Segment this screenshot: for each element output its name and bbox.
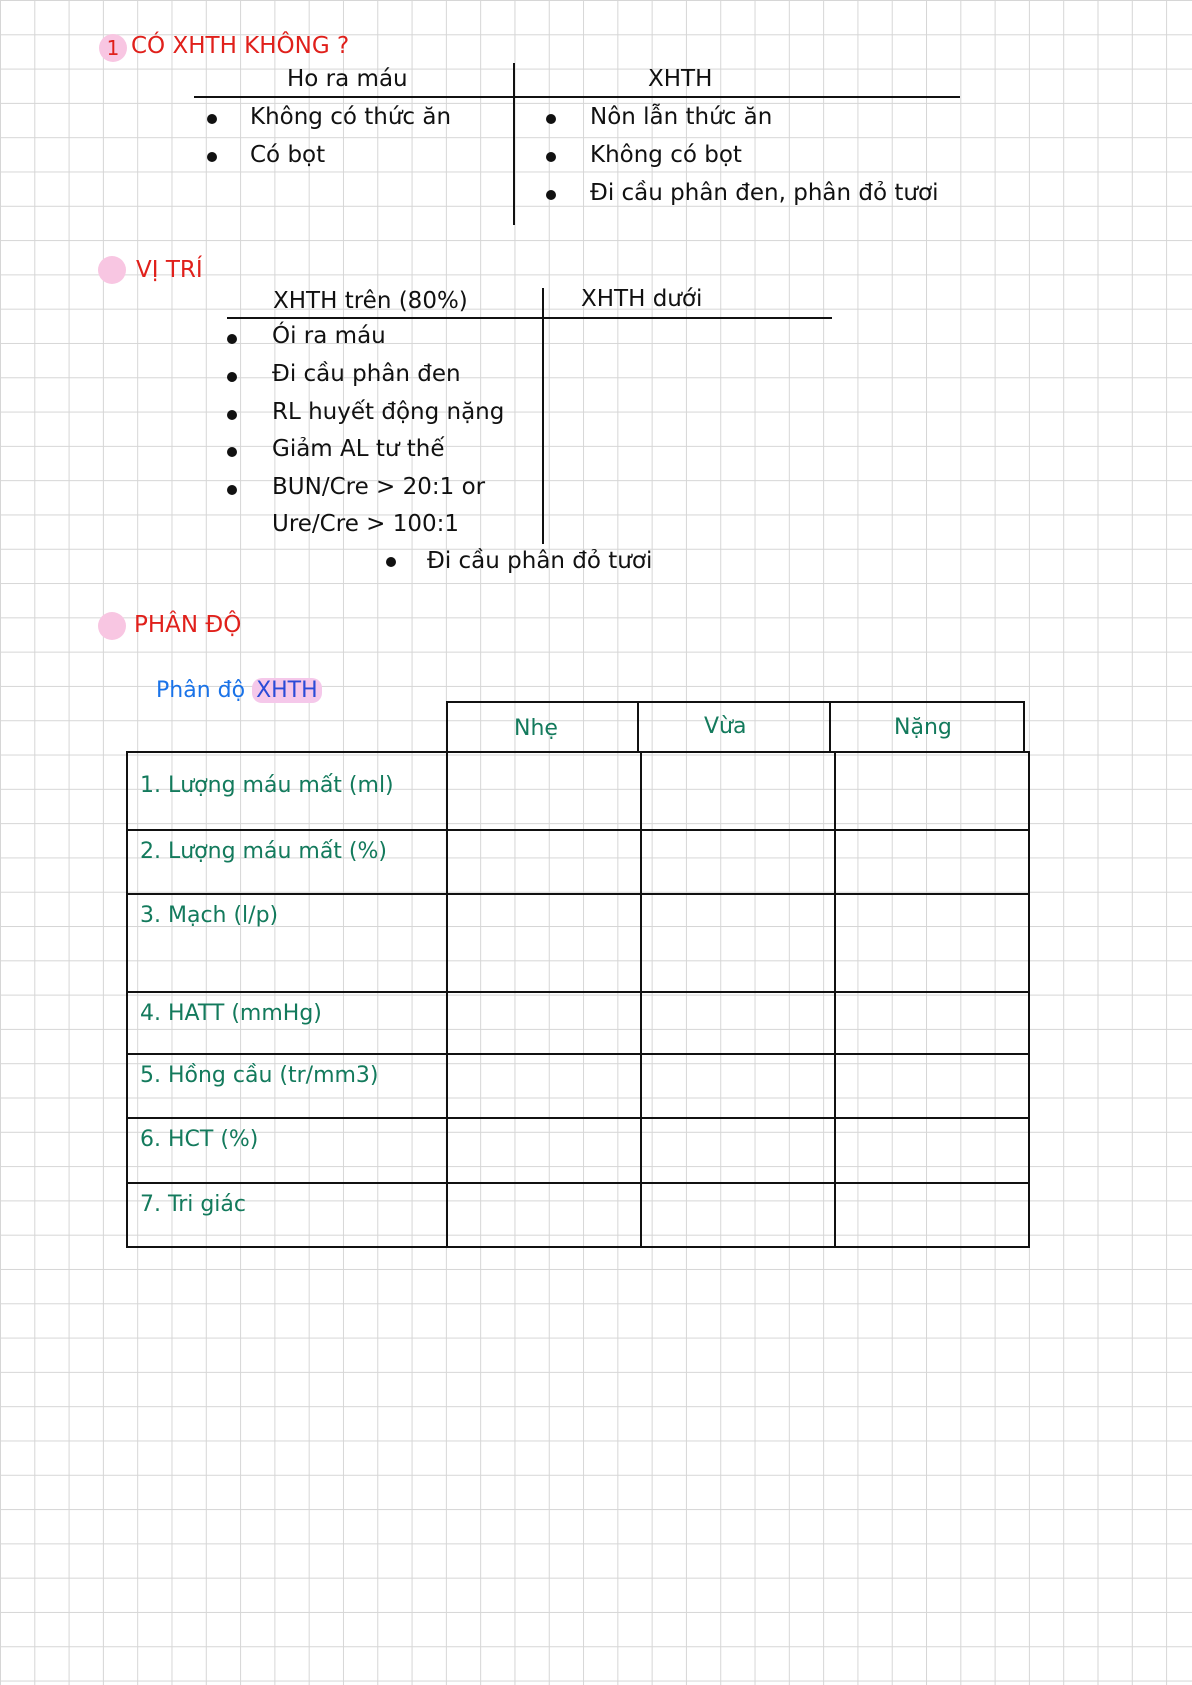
- table-row: [127, 1054, 1029, 1118]
- section2-right-item: Đi cầu phân đỏ tươi: [427, 548, 653, 574]
- column-header-nhe: Nhẹ: [514, 716, 558, 741]
- table-row: [127, 1118, 1029, 1183]
- cell-nhe: [447, 1118, 641, 1183]
- column-header-nang: Nặng: [894, 715, 952, 740]
- section1-divider: [513, 63, 515, 225]
- row-label: 7. Tri giác: [127, 1183, 447, 1247]
- section1-right-header: XHTH: [648, 66, 713, 92]
- row-label: 5. Hồng cầu (tr/mm3): [127, 1054, 447, 1118]
- section2-left-item: Giảm AL tư thế: [272, 436, 445, 462]
- section2-left-item: Ói ra máu: [272, 323, 386, 349]
- section2-left-item: RL huyết động nặng: [272, 399, 505, 425]
- row-label: 6. HCT (%): [127, 1118, 447, 1183]
- cell-vua: [641, 1054, 835, 1118]
- section1-right-item: Không có bọt: [590, 142, 742, 168]
- section2-left-item: Đi cầu phân đen: [272, 361, 461, 387]
- column-header-vua: Vừa: [704, 714, 747, 739]
- cell-vua: [641, 894, 835, 992]
- cell-nang: [835, 830, 1029, 894]
- row-label: 3. Mạch (l/p): [127, 894, 447, 992]
- bullet: [546, 152, 556, 162]
- section1-title: CÓ XHTH KHÔNG ?: [131, 33, 350, 59]
- section2-divider: [542, 288, 544, 544]
- cell-vua: [641, 752, 835, 830]
- bullet: [386, 557, 396, 567]
- cell-vua: [641, 830, 835, 894]
- bullet: [227, 372, 237, 382]
- section2-left-header: XHTH trên (80%): [273, 288, 468, 314]
- grading-table: [126, 751, 1030, 1248]
- section3-title: PHÂN ĐỘ: [134, 612, 242, 638]
- table-row: [127, 992, 1029, 1054]
- section2-left-continuation: Ure/Cre > 100:1: [272, 511, 460, 537]
- cell-nhe: [447, 830, 641, 894]
- bullet: [207, 114, 217, 124]
- section-marker-dot: [98, 612, 126, 640]
- cell-nhe: [447, 992, 641, 1054]
- section2-header-rule-left: [227, 317, 544, 319]
- table-caption: [156, 678, 322, 703]
- cell-nang: [835, 1118, 1029, 1183]
- table-header-separator: [829, 701, 831, 751]
- bullet: [227, 485, 237, 495]
- section-number-badge: 1: [99, 34, 127, 62]
- section1-left-header: Ho ra máu: [287, 66, 408, 92]
- section2-title: VỊ TRÍ: [136, 257, 203, 283]
- bullet: [227, 447, 237, 457]
- row-label: 2. Lượng máu mất (%): [127, 830, 447, 894]
- cell-nang: [835, 992, 1029, 1054]
- table-caption-highlight: XHTH: [252, 678, 322, 703]
- cell-vua: [641, 1183, 835, 1247]
- table-header-separator: [637, 701, 639, 751]
- section1-right-item: Nôn lẫn thức ăn: [590, 104, 773, 130]
- cell-nang: [835, 1183, 1029, 1247]
- table-row: [127, 830, 1029, 894]
- cell-nang: [835, 894, 1029, 992]
- table-row: [127, 894, 1029, 992]
- cell-vua: [641, 1118, 835, 1183]
- table-row: [127, 1183, 1029, 1247]
- cell-vua: [641, 992, 835, 1054]
- section1-header-rule-right: [514, 96, 960, 98]
- section2-right-header: XHTH dưới: [581, 286, 703, 312]
- bullet: [227, 410, 237, 420]
- cell-nhe: [447, 752, 641, 830]
- table-caption-prefix: Phân độ: [156, 678, 246, 703]
- bullet: [546, 114, 556, 124]
- bullet: [227, 334, 237, 344]
- table-row: [127, 752, 1029, 830]
- section1-right-item: Đi cầu phân đen, phân đỏ tươi: [590, 180, 939, 206]
- bullet: [207, 152, 217, 162]
- section-marker-dot: [98, 256, 126, 284]
- bullet: [546, 190, 556, 200]
- cell-nhe: [447, 1183, 641, 1247]
- section2-left-item: BUN/Cre > 20:1 or: [272, 474, 486, 500]
- section1-left-item: Không có thức ăn: [250, 104, 452, 130]
- section2-header-rule-right: [544, 317, 832, 319]
- row-label: 4. HATT (mmHg): [127, 992, 447, 1054]
- cell-nhe: [447, 1054, 641, 1118]
- section1-left-item: Có bọt: [250, 142, 326, 168]
- section1-header-rule-left: [194, 96, 514, 98]
- cell-nang: [835, 752, 1029, 830]
- cell-nhe: [447, 894, 641, 992]
- row-label: 1. Lượng máu mất (ml): [127, 752, 447, 830]
- cell-nang: [835, 1054, 1029, 1118]
